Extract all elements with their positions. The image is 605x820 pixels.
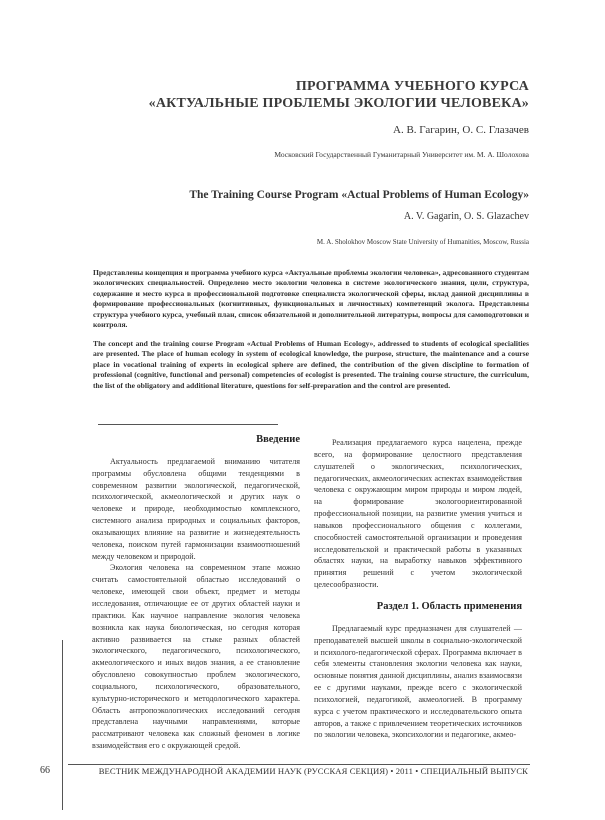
- journal-footer: ВЕСТНИК МЕЖДУНАРОДНОЙ АКАДЕМИИ НАУК (РУССКАЯ СЕКЦИЯ) • 2011 • СПЕЦИАЛЬНЫЙ ВЫПУСК: [98, 766, 528, 776]
- abstract-ru: Представлены концепция и программа учебного курса «Актуальные проблемы экологии человека», адресованного студентам экологических специальностей. Определено место экологии человека в системе экологического знания, цели, структура, содержание и место курса в профессиональной подготовке специалиста экологической сферы, вклад данной дисциплины в формирование профессиональных (когнитивных, функциональных и личностных) компетенций эколога. Представлены структура учебного курса, учебный план, список обязательной и дополнительной литературы, вопросы для самоподготовки и контроля.: [93, 268, 529, 330]
- article-title-ru: [109, 78, 529, 112]
- intro-paragraph-1: Актуальность предлагаемой вниманию читателя программы обусловлена общими тенденциями в современном развитии экологической, педагогической, психологической, акмеологической и других наук о человеке и природе, необходимостью комплексного, системного анализа природных и социальных факторов, оказывающих влияние на развитие и жизнедеятельность человека, поиском путей гармонизации взаимоотношений между человеком и природой.: [92, 456, 300, 561]
- margin-rule: [62, 640, 63, 810]
- affiliation-en: M. A. Sholokhov Moscow State University of Humanities, Moscow, Russia: [316, 238, 529, 246]
- intro-heading: Введение: [256, 434, 300, 445]
- authors-ru: А. В. Гагарин, О. С. Глазачев: [393, 124, 529, 136]
- intro-paragraph-2: Экология человека на современном этапе можно считать самостоятельной областью исследований о человеке, имеющей свои объект, предмет и методы исследования, отличающие ее от других областей науки и практики. Как научное направление экология человека возникла как наука биологическая, но сегодня которая активно развивается на стыке разных областей экологического, педагогического, психологического, акмеологического и иных видов знания, а ее становление обусловлено совокупностью проблем экологического, социального, психологического, образовательного, культурно-исторического и методологического характера. Область антропоэкологических исследований сегодня представлена научными направлениями, которые рассматривают человека как сложный феномен в логике взаимодействия его с окружающей средой.: [92, 563, 300, 751]
- heading-rule: [98, 424, 278, 425]
- article-title-en: The Training Course Program «Actual Problems of Human Ecology»: [189, 189, 529, 201]
- page-number: 66: [40, 765, 50, 776]
- section-1-heading: Раздел 1. Область применения: [376, 600, 522, 612]
- section-1-paragraph: Предлагаемый курс предназначен для слушателей — преподавателей высшей школы в социально-экологической и психолого-педагогической сферах. Программа включает в себя элементы становления экологии человека как науки, основные понятия данной дисциплины, анализ взаимосвязи ее с другими науками, прежде всего с экологической психологией, педагогикой, акмеологией. В программу курса с учетом практического и исследовательского опыта авторов, а также с привлечением теоретических источников по экологии человека, экопсихологии и педагогике, акмео-: [314, 623, 522, 740]
- right-column: [314, 437, 522, 741]
- title-ru-line-1: ПРОГРАММА УЧЕБНОГО КУРСА: [295, 79, 529, 94]
- affiliation-ru: Московский Государственный Гуманитарный Университет им. М. А. Шолохова: [274, 150, 529, 159]
- course-goal-paragraph: Реализация предлагаемого курса нацелена, прежде всего, на формирование целостного представления слушателей о экологических, психологических, педагогических, акмеологических аспектах взаимодействия человека с окружающим миром природы и миром людей, на формирование экологоориентированной профессиональной позиции, на развитие умения учиться и навыков профессионального общения с коллегами, способностей самостоятельной организации и проведения исследовательской и практической работы в указанных областях науки, на выработку навыков эффективного принятия решений с учетом экологической целесообразности.: [314, 438, 522, 590]
- footer-rule: [68, 764, 530, 765]
- left-column: [92, 434, 300, 752]
- title-ru-line-2: «АКТУАЛЬНЫЕ ПРОБЛЕМЫ ЭКОЛОГИИ ЧЕЛОВЕКА»: [148, 96, 529, 111]
- abstract-en: The concept and the training course Program «Actual Problems of Human Ecology», addressed to students of ecological specialities are presented. The place of human ecology in system of ecological knowledge, the purpose, structure, the maintenance and a course place in vocational training of experts in ecological sphere are defined, the contribution of the given discipline to formation of professional (cognitive, functional and personal) competencies of ecologist is presented. The training course structure, the curriculum, the list of the obligatory and additional literature, questions for self-preparation and the control are presented.: [93, 339, 529, 390]
- authors-en: A. V. Gagarin, O. S. Glazachev: [403, 211, 529, 222]
